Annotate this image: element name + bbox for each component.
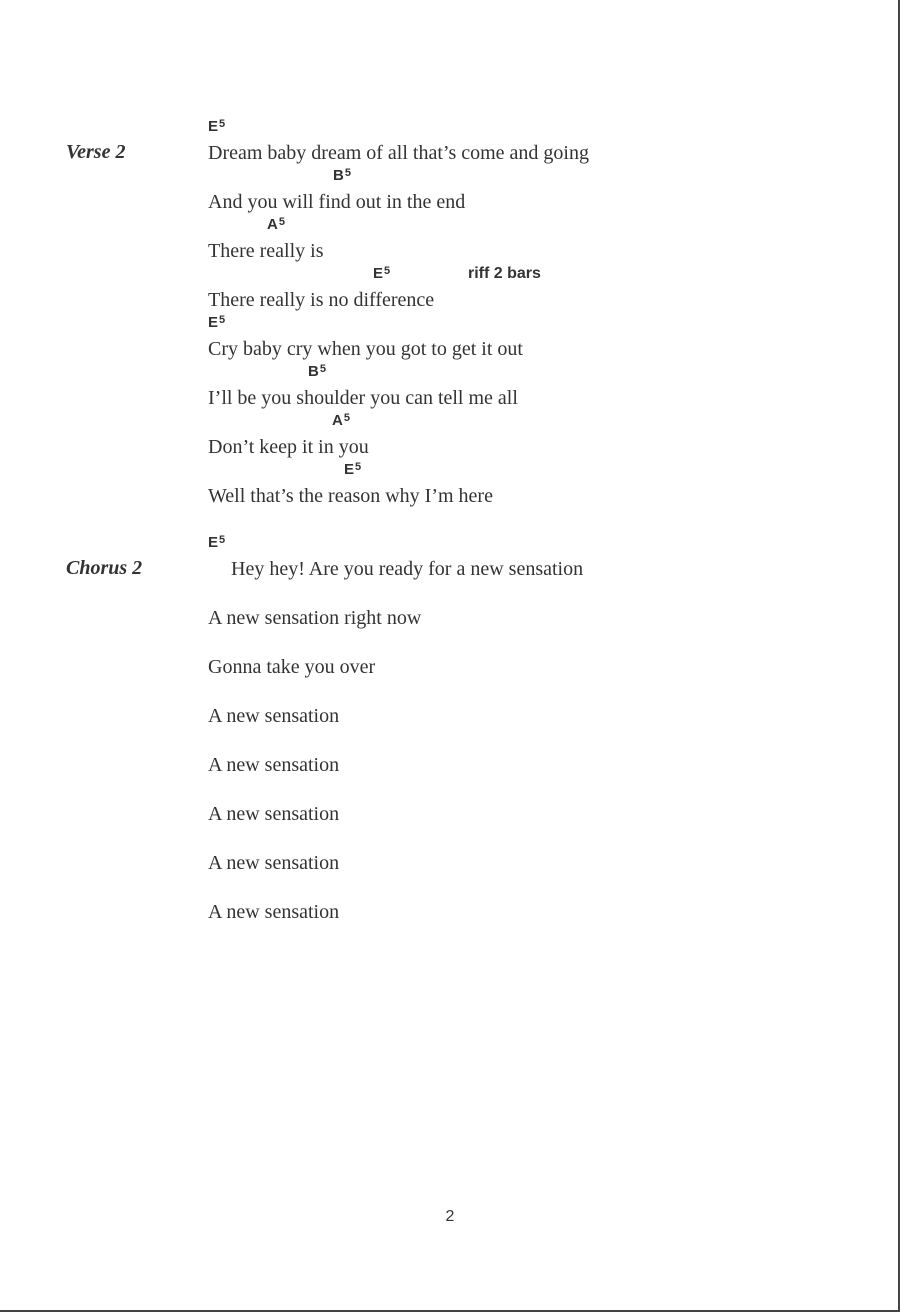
verse-line-7	[208, 412, 768, 460]
riff-note: riff 2 bars	[468, 265, 541, 282]
section-label-verse-2: Verse 2	[66, 141, 126, 163]
lyric-text: Dream baby dream of all that’s come and going	[208, 142, 589, 164]
lyric-text: Hey hey! Are you ready for a new sensation	[231, 558, 584, 580]
lyric-text: There really is no difference	[208, 289, 435, 311]
lyric-text: And you will find out in the end	[208, 191, 466, 213]
chorus-line-5	[208, 730, 768, 778]
lyric-text: Well that’s the reason why I’m here	[208, 485, 493, 507]
lyric-text: A new sensation right now	[208, 607, 422, 629]
lyric-text: Cry baby cry when you got to get it out	[208, 338, 523, 360]
lyric-text: A new sensation	[208, 901, 340, 923]
chord-b5: $B^5$	[333, 167, 351, 184]
verse-line-6	[208, 363, 768, 411]
verse-line-8	[208, 461, 768, 509]
chord-b5: $B^5$	[308, 363, 326, 380]
chord-e5: $E^5$	[208, 118, 226, 135]
chorus-line-2	[208, 583, 768, 631]
chorus-line-1	[208, 534, 768, 582]
verse-line-2	[208, 167, 768, 215]
lyric-text: A new sensation	[208, 852, 340, 874]
chorus-line-8	[208, 877, 768, 925]
chord-e5: $E^5$	[344, 461, 362, 478]
chord-e5: $E^5$	[208, 314, 226, 331]
section-label-chorus-2: Chorus 2	[66, 557, 143, 579]
chord-a5: $A^5$	[267, 216, 285, 233]
chord-a5: $A^5$	[332, 412, 350, 429]
lyric-text: A new sensation	[208, 754, 340, 776]
lyric-text: I’ll be you shoulder you can tell me all	[208, 387, 518, 409]
verse-line-4	[208, 265, 768, 313]
chorus-line-3	[208, 632, 768, 680]
chorus-line-4	[208, 681, 768, 729]
page-number: 2	[445, 1208, 455, 1225]
lyric-text: A new sensation	[208, 803, 340, 825]
verse-line-3	[208, 216, 768, 264]
lyric-text: Gonna take you over	[208, 656, 376, 678]
lyric-text: A new sensation	[208, 705, 340, 727]
lyric-text: There really is	[208, 240, 324, 262]
chord-e5: $E^5$	[208, 534, 226, 551]
chord-e5: $E^5$	[373, 265, 391, 282]
chorus-line-7	[208, 828, 768, 876]
verse-line-5	[208, 314, 768, 362]
lyric-text: Don’t keep it in you	[208, 436, 369, 458]
verse-line-1	[208, 118, 768, 166]
chorus-line-6	[208, 779, 768, 827]
